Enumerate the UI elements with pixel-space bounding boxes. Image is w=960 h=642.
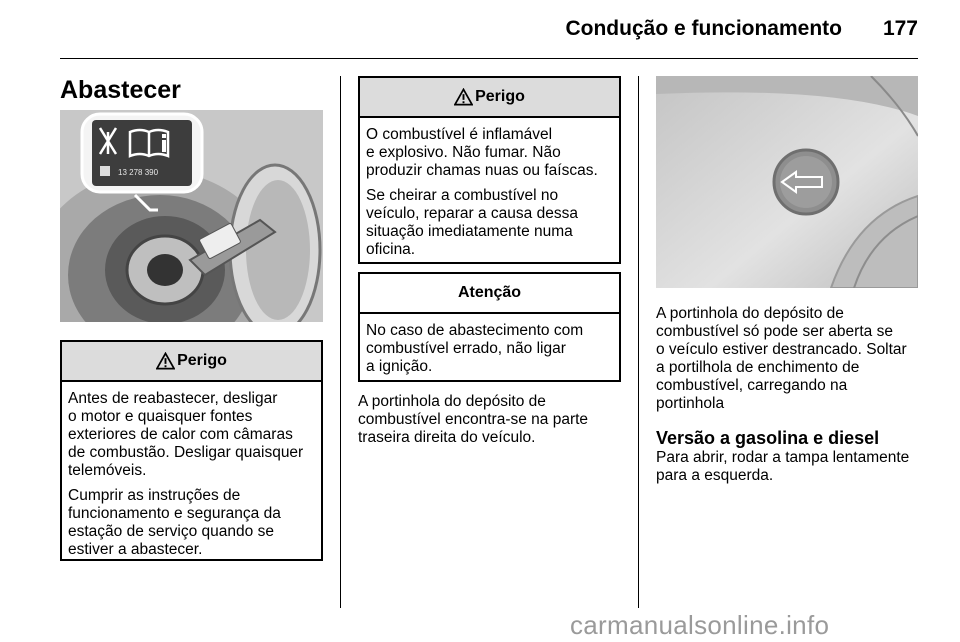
danger-box-title: Perigo <box>475 88 525 105</box>
section-title: Abastecer <box>60 76 181 104</box>
danger-box-flammable <box>358 76 621 264</box>
danger-paragraph: Cumprir as instruções de funcionamento e segurança da estação de serviço quando se estiver a abastecer. <box>68 487 281 558</box>
danger-paragraph: Antes de reabastecer, desligar o motor e quaisquer fontes exteriores de calor com câmaras de combustão. Desligar quaisquer telemóveis. <box>68 390 304 479</box>
caution-box <box>358 272 621 382</box>
danger-box-body <box>360 118 619 265</box>
watermark-text: carmanualsonline.info <box>570 610 830 640</box>
fuel-door-closed-photo <box>656 76 918 288</box>
warning-triangle-icon <box>156 352 175 370</box>
danger-paragraph: Se cheirar a combustível no veículo, reparar a causa dessa situação imediatamente numa oficina. <box>366 187 578 258</box>
danger-box-body <box>62 382 321 565</box>
danger-box-title: Perigo <box>177 352 227 369</box>
fuel-door-open-instructions: A portinhola do depósito de combustível só pode ser aberta se o veículo estiver destrancado. Soltar a portilhola de enchimento de combustível, carregando na portinhola <box>656 305 907 412</box>
page-number: 177 <box>882 17 918 40</box>
fuel-filler-photo <box>60 110 323 322</box>
column-divider-2 <box>638 76 639 608</box>
warning-triangle-icon <box>454 88 473 106</box>
fuel-door-location-text: A portinhola do depósito de combustível encontra-se na parte traseira direita do veículo. <box>358 393 589 446</box>
caution-box-body <box>360 314 619 382</box>
photo-label-code: 13 278 390 <box>118 168 159 177</box>
subsection-heading: Versão a gasolina e diesel <box>656 428 880 448</box>
danger-box-header <box>62 342 321 382</box>
cap-open-instructions: Para abrir, rodar a tampa lentamente para a esquerda. <box>656 449 910 484</box>
running-header-title: Condução e funcionamento <box>565 17 842 40</box>
danger-box-header <box>360 78 619 118</box>
column-divider-1 <box>340 76 341 608</box>
caution-paragraph: No caso de abastecimento com combustível errado, não ligar a ignição. <box>366 322 584 375</box>
caution-box-header <box>360 274 619 314</box>
header-rule <box>60 58 918 59</box>
danger-paragraph: O combustível é inflamável e explosivo. Não fumar. Não produzir chamas nuas ou faíscas. <box>366 126 598 179</box>
danger-box-refuel <box>60 340 323 561</box>
caution-box-title: Atenção <box>457 284 522 301</box>
